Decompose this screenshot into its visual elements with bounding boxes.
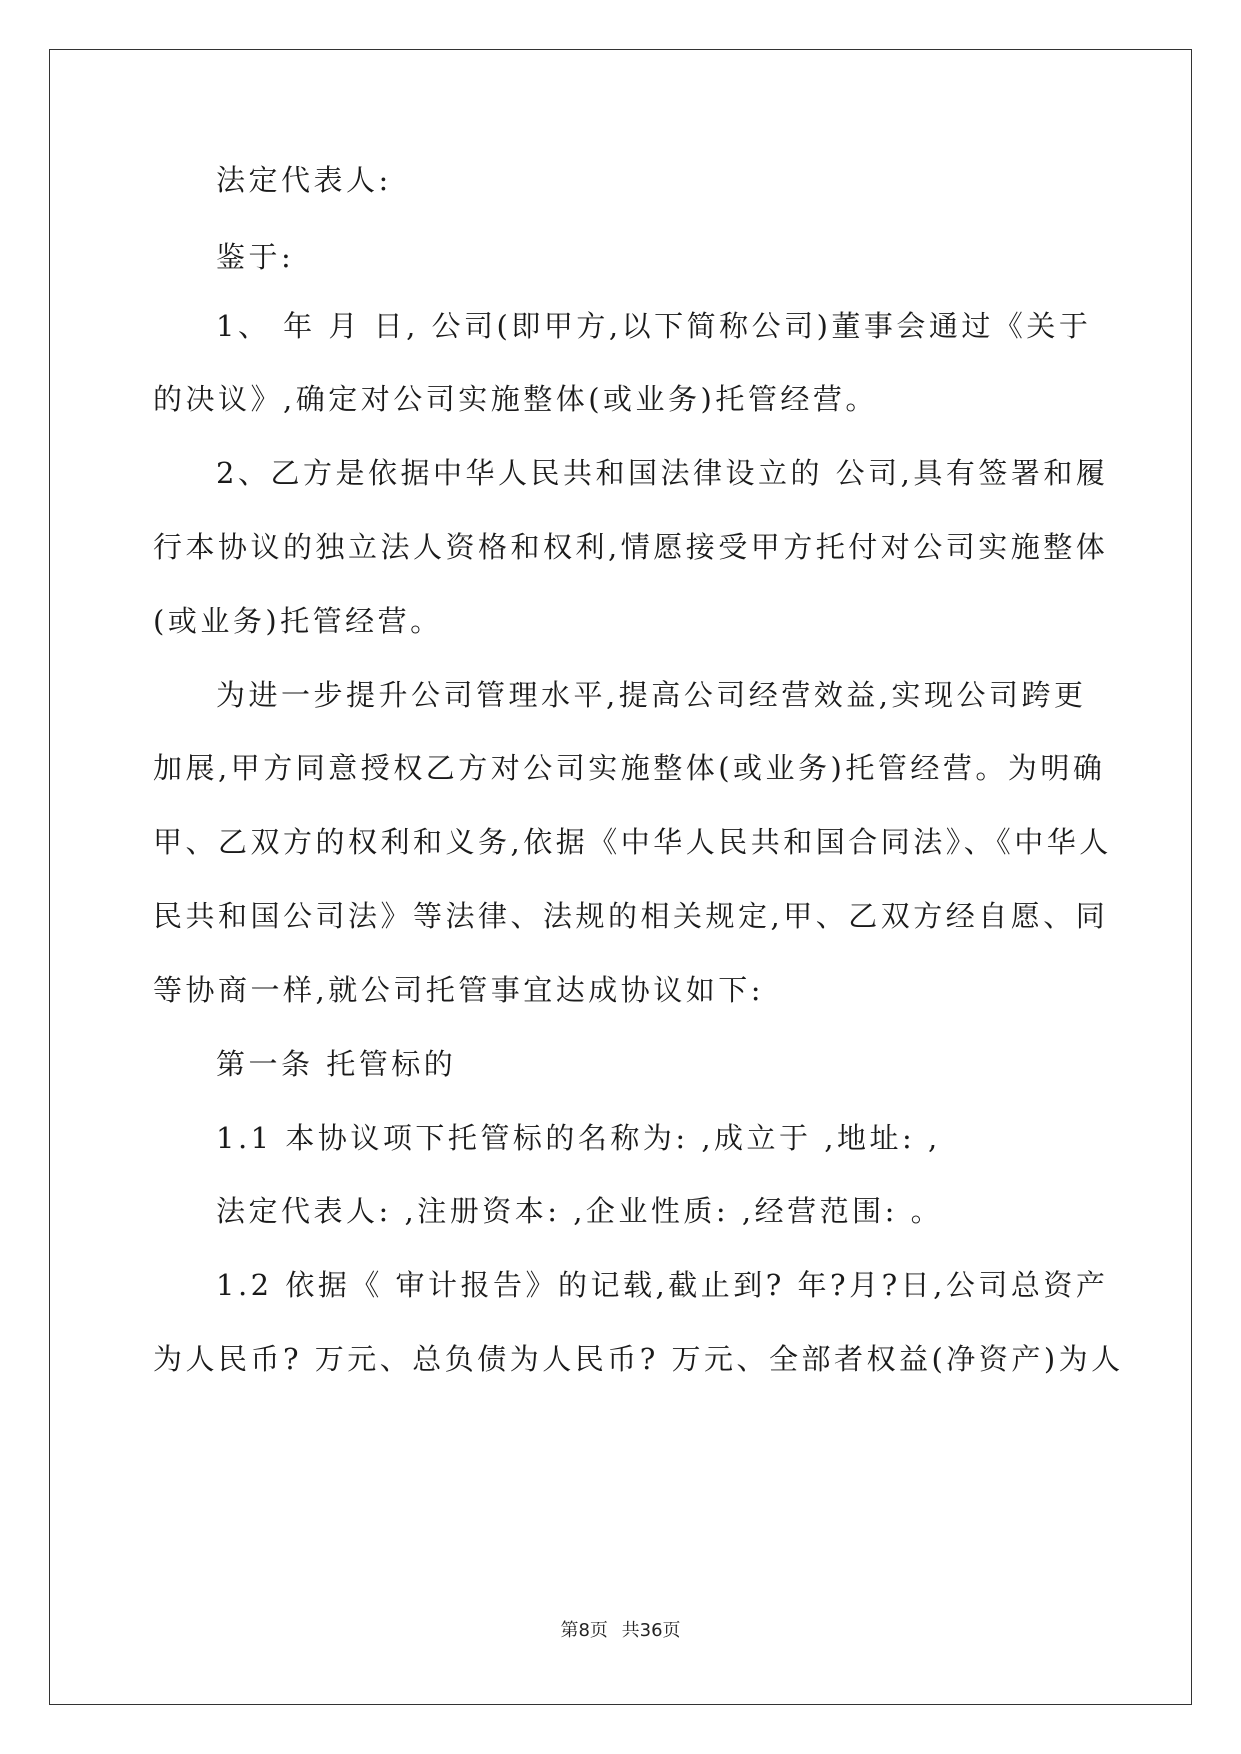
section-heading: 第一条 托管标的	[216, 1047, 457, 1081]
page-total: 共36页	[621, 1620, 681, 1641]
page-border	[49, 49, 1192, 1705]
text-line: 为进一步提升公司管理水平,提高公司经营效益,实现公司跨更	[216, 678, 1087, 712]
text-line: 1、 年 月 日, 公司(即甲方,以下简称公司)董事会通过《关于	[216, 309, 1092, 343]
text-line: 民共和国公司法》等法律、法规的相关规定,甲、乙双方经自愿、同	[153, 899, 1109, 933]
page-footer	[0, 1616, 1241, 1642]
text-line: (或业务)托管经营。	[153, 604, 443, 638]
text-line: 行本协议的独立法人资格和权利,情愿接受甲方托付对公司实施整体	[153, 530, 1109, 564]
text-line: 1.2 依据《 审计报告》的记载,截止到? 年?月?日,公司总资产	[216, 1268, 1109, 1302]
text-line: 法定代表人: ,注册资本: ,企业性质: ,经营范围: 。	[216, 1194, 944, 1228]
text-line: 2、乙方是依据中华人民共和国法律设立的 公司,具有签署和履	[216, 456, 1109, 490]
text-line: 鉴于:	[216, 240, 295, 274]
text-line: 法定代表人:	[216, 163, 392, 197]
page-number: 第8页	[560, 1620, 608, 1641]
text-line: 加展,甲方同意授权乙方对公司实施整体(或业务)托管经营。为明确	[153, 751, 1106, 785]
text-line: 为人民币? 万元、总负债为人民币? 万元、全部者权益(净资产)为人	[153, 1342, 1124, 1376]
text-line: 1.1 本协议项下托管标的名称为: ,成立于 ,地址: ,	[216, 1121, 941, 1155]
text-line: 等协商一样,就公司托管事宜达成协议如下:	[153, 973, 764, 1007]
text-line: 甲、乙双方的权利和义务,依据《中华人民共和国合同法》、《中华人	[153, 825, 1112, 859]
text-line: 的决议》,确定对公司实施整体(或业务)托管经营。	[153, 382, 878, 416]
